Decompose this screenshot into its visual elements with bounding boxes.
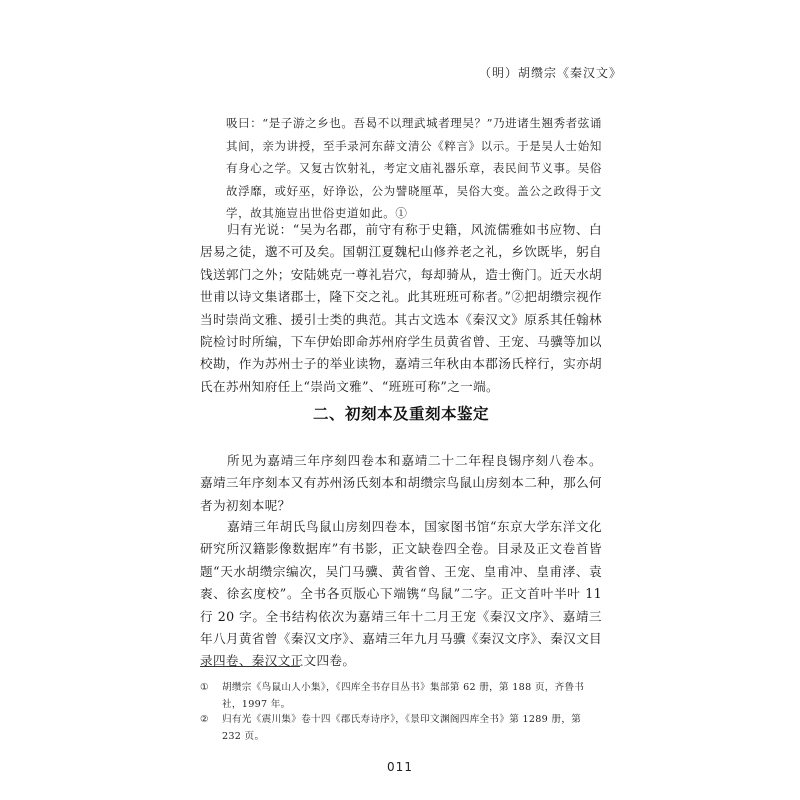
footnote-1 xyxy=(200,680,602,713)
section-heading: 二、初刻本及重刻本鉴定 xyxy=(312,405,489,423)
footnote-marker: ① xyxy=(200,682,209,693)
footnote-divider xyxy=(200,666,300,667)
quote-text: 吸曰：“是子游之乡也。吾曷不以理武城者理吴？”乃进诸生翘秀者弦诵其间，亲为讲授，至手录河东薛文清公《粹言》以示。于是吴人士始知有身心之学。又复古饮射礼，考定文庙礼器乐章，表民间节义事。吴俗故浮靡，或好巫，好诤讼，公为譬晓厘革，吴俗大变。盖公之政得于文学，故其施豈出世俗吏道如此。① xyxy=(226,116,602,221)
body-paragraph-2: 所见为嘉靖三年序刻四卷本和嘉靖二十二年程良锡序刻八卷本。嘉靖三年序刻本又有苏州汤氏刻本和胡缵宗鸟鼠山房刻本二种，那么何者为初刻本呢？ xyxy=(200,453,602,513)
footnote-text: 归有光《震川集》卷十四《郡氏寿诗序》，《景印文渊阁四库全书》第 1289 册，第 232 页。 xyxy=(222,714,582,742)
footnote-2 xyxy=(200,712,602,745)
footnote-marker: ② xyxy=(200,714,209,725)
running-header: （明）胡缵宗《秦汉文》 xyxy=(478,66,622,80)
body-paragraph-1: 归有光说：“吴为名郡，前守有称于史籍，风流儒雅如书应物、白居易之徒，邈不可及矣。国朝江夏魏杞山修养老之礼，乡饮既毕，躬自饯送郭门之外；安陆姚克一尊礼岩穴，每却骑从，造士衡门。近天水胡世甫以诗文集诸郡士，隆下交之礼。此其班班可称者。”②把胡缵宗视作当时崇尚文雅、援引士类的典范。其古文选本《秦汉文》原系其任翰林院检讨时所编，下车伊始即命苏州府学生员黄省曾、王宠、马骥等加以校勘，作为苏州士子的举业读物，嘉靖三年秋由本郡汤氏梓行，实亦胡氏在苏州知府任上“崇尚文雅”、“班班可称”之一端。 xyxy=(200,222,602,394)
block-quote xyxy=(226,112,602,225)
page-number: 011 xyxy=(387,760,413,774)
footnote-text: 胡缵宗《鸟鼠山人小集》，《四库全书存目丛书》集部第 62 册，第 188 页，齐鲁书社，1997 年。 xyxy=(222,682,585,710)
body-paragraph-3: 嘉靖三年胡氏鸟鼠山房刻四卷本，国家图书馆“东京大学东洋文化研究所汉籍影像数据库”有书影，正文缺卷四全卷。目录及正文卷首皆题“天水胡缵宗编次，吴门马骥、黄省曾、王宠、皇甫冲、皇甫涍、袁袠、徐玄度校”。全书各页版心下端镌“鸟鼠”二字。正文首叶半叶 11 行 20 字。全书结构依次为嘉靖三年十二月王宠《秦汉文序》、嘉靖三年八月黄省曾《秦汉文序》、嘉靖三年九月马骥《秦汉文序》、秦汉文目录四卷、秦汉文正文四卷。 xyxy=(200,519,602,669)
